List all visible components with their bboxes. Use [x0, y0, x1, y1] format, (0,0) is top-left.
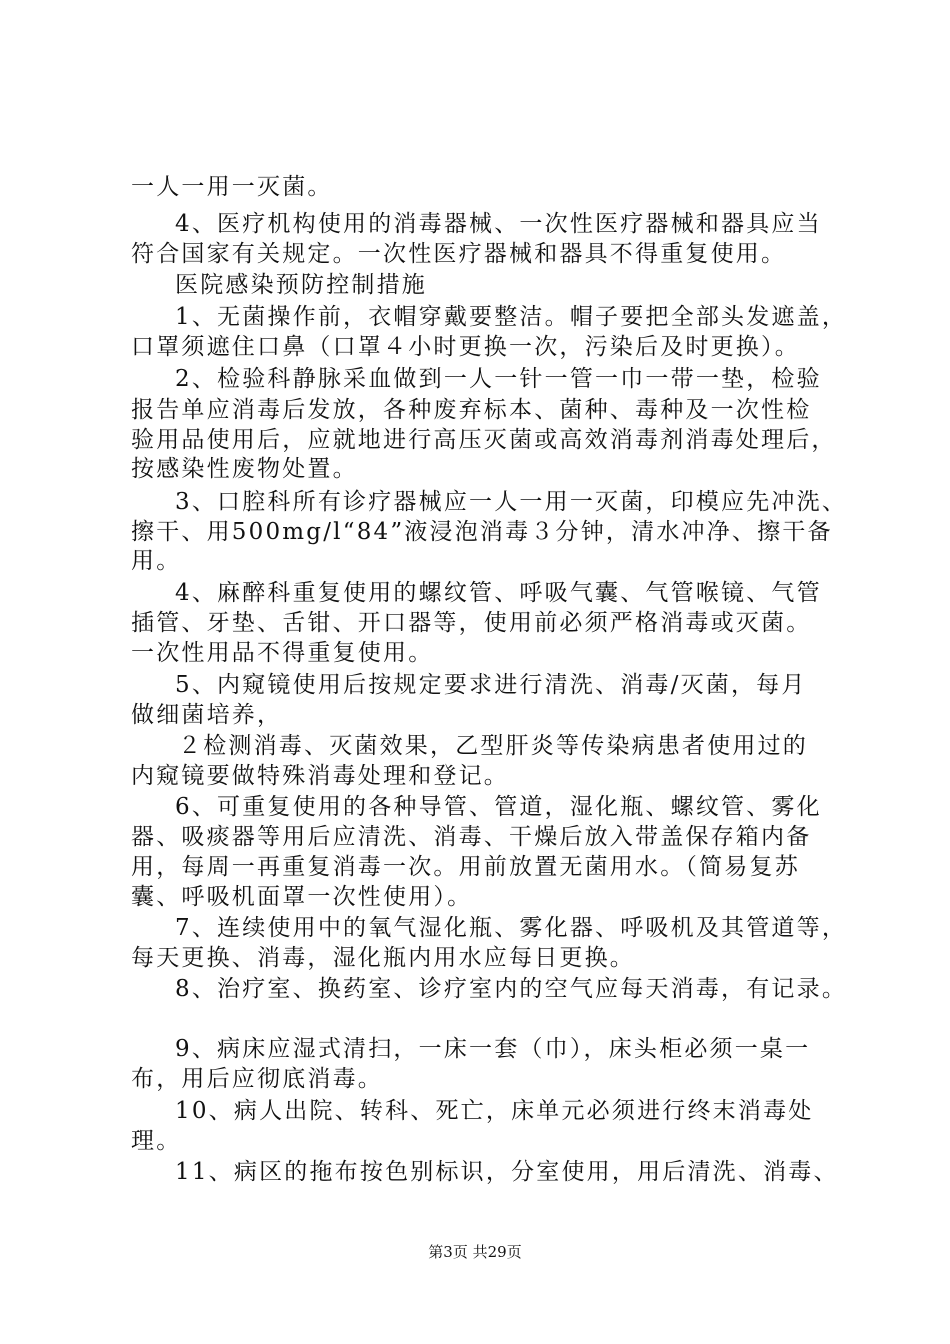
text-line: 11、病区的拖布按色别标识，分室使用，用后清洗、消毒、	[175, 1159, 839, 1185]
text-line: 6、可重复使用的各种导管、管道，湿化瓶、螺纹管、雾化	[175, 794, 822, 820]
text-line: 5、内窥镜使用后按规定要求进行清洗、消毒/灭菌，每月	[175, 672, 807, 698]
text-line: 一次性用品不得重复使用。	[131, 640, 434, 666]
text-line: 4、麻醉科重复使用的螺纹管、呼吸气囊、气管喉镜、气管	[175, 580, 822, 606]
page-footer: 第3页 共29页	[428, 1243, 522, 1261]
text-line: 2、检验科静脉采血做到一人一针一管一巾一带一垫，检验	[175, 366, 822, 392]
text-line: 擦干、用500mg/l“84”液浸泡消毒３分钟，清水冲净、擦干备	[131, 519, 833, 545]
text-line: 7、连续使用中的氧气湿化瓶、雾化器、呼吸机及其管道等，	[175, 915, 848, 941]
text-line: 口罩须遮住口鼻（口罩４小时更换一次，污染后及时更换）。	[131, 334, 800, 360]
text-line: 插管、牙垫、舌钳、开口器等，使用前必须严格消毒或灭菌。	[131, 610, 812, 636]
text-line: 验用品使用后，应就地进行高压灭菌或高效消毒剂消毒处理后，	[131, 427, 837, 453]
text-line: 4、医疗机构使用的消毒器械、一次性医疗器械和器具应当	[175, 211, 822, 237]
text-line: 用，每周一再重复消毒一次。用前放置无菌用水。（简易复苏	[131, 854, 800, 880]
text-line: 报告单应消毒后发放，各种废弃标本、菌种、毒种及一次性检	[131, 397, 812, 423]
text-line: 用。	[131, 548, 182, 574]
text-line: 8、治疗室、换药室、诊疗室内的空气应每天消毒，有记录。	[175, 976, 848, 1002]
text-line: 器、吸痰器等用后应清洗、消毒、干燥后放入带盖保存箱内备	[131, 824, 812, 850]
text-line: 内窥镜要做特殊消毒处理和登记。	[131, 763, 509, 789]
text-line: 每天更换、消毒，湿化瓶内用水应每日更换。	[131, 945, 635, 971]
text-line: 理。	[131, 1128, 182, 1154]
text-line: 按感染性废物处置。	[131, 456, 358, 482]
text-line: 3、口腔科所有诊疗器械应一人一用一灭菌，印模应先冲洗、	[175, 489, 848, 515]
text-line: 布，用后应彻底消毒。	[131, 1066, 383, 1092]
text-line: 一人一用一灭菌。	[131, 174, 333, 200]
text-line: 10、病人出院、转科、死亡，床单元必须进行终末消毒处	[175, 1098, 814, 1124]
section-heading: 医院感染预防控制措施	[175, 272, 427, 298]
text-line: 9、病床应湿式清扫，一床一套（巾），床头柜必须一桌一	[175, 1036, 811, 1062]
text-line: 囊、呼吸机面罩一次性使用）。	[131, 884, 473, 910]
text-line: 做细菌培养，	[131, 702, 283, 728]
text-line: ２检测消毒、灭菌效果，乙型肝炎等传染病患者使用过的	[178, 733, 808, 759]
text-line: 符合国家有关规定。一次性医疗器械和器具不得重复使用。	[131, 241, 787, 267]
text-line: 1、无菌操作前，衣帽穿戴要整洁。帽子要把全部头发遮盖，	[175, 304, 848, 330]
